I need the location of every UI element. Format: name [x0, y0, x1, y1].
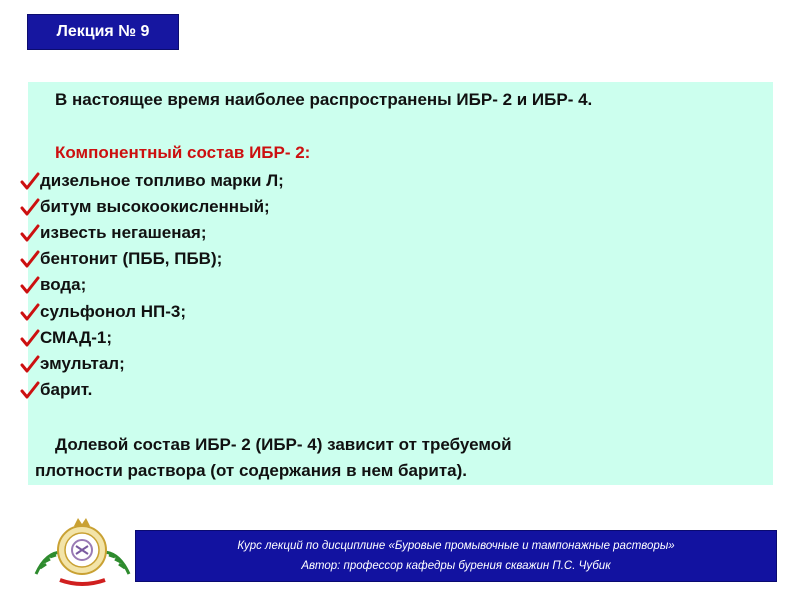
- list-item-label: СМАД-1;: [40, 327, 113, 347]
- course-footer-banner: [136, 531, 776, 581]
- course-title: Курс лекций по дисциплине «Буровые промывочные и тампонажные растворы»: [237, 540, 675, 552]
- course-author: Автор: профессор кафедры бурения скважин П.С. Чубик: [301, 560, 611, 572]
- section-heading: Компонентный состав ИБР- 2:: [55, 143, 311, 162]
- proportion-note-line-2: плотности раствора (от содержания в нем барита).: [35, 461, 467, 480]
- check-icon: [20, 275, 40, 295]
- list-item-label: бентонит (ПББ, ПБВ);: [40, 249, 223, 269]
- list-item: [20, 220, 284, 246]
- proportion-note: [35, 432, 755, 484]
- list-item: [20, 298, 284, 324]
- list-item-label: вода;: [40, 275, 87, 295]
- check-icon: [20, 197, 40, 217]
- list-item-label: эмультал;: [40, 353, 125, 373]
- list-item: [20, 325, 284, 351]
- check-icon: [20, 328, 40, 348]
- list-item: [20, 168, 284, 194]
- check-icon: [20, 171, 40, 191]
- intro-text: В настоящее время наиболее распространены ИБР- 2 и ИБР- 4.: [55, 90, 593, 109]
- list-item-label: сульфонол НП-3;: [40, 301, 186, 321]
- check-icon: [20, 354, 40, 374]
- proportion-note-line-1: Долевой состав ИБР- 2 (ИБР- 4) зависит от требуемой: [55, 435, 512, 454]
- check-icon: [20, 223, 40, 243]
- list-item-label: барит.: [40, 379, 93, 399]
- university-emblem-icon: [30, 512, 135, 588]
- list-item-label: известь негашеная;: [40, 223, 207, 243]
- check-icon: [20, 302, 40, 322]
- list-item: [20, 351, 284, 377]
- list-item: [20, 246, 284, 272]
- list-item: [20, 377, 284, 403]
- lecture-number-badge: [28, 15, 178, 49]
- list-item-label: битум высокоокисленный;: [40, 197, 270, 217]
- component-list: [20, 168, 284, 403]
- list-item: [20, 194, 284, 220]
- check-icon: [20, 249, 40, 269]
- lecture-number-label: Лекция № 9: [56, 23, 150, 40]
- check-icon: [20, 380, 40, 400]
- list-item-label: дизельное топливо марки Л;: [40, 171, 284, 191]
- list-item: [20, 272, 284, 298]
